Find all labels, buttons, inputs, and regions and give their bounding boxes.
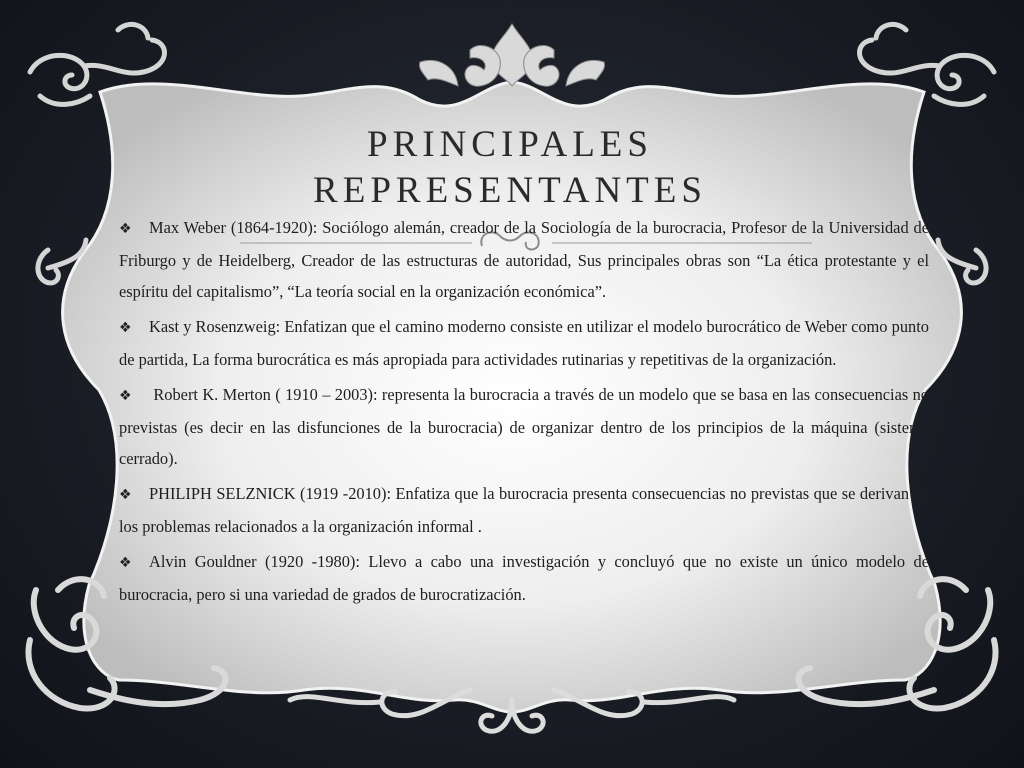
- slide-title: [150, 122, 870, 214]
- list-item-text: Robert K. Merton ( 1910 – 2003): representa la burocracia a través de un modelo que se basa en las consecuencias no previstas (es decir en las disfunciones de la burocracia) de organizar dentro de los principios de la máquina (sistema cerrado).: [119, 385, 929, 468]
- diamond-bullet-icon: ❖: [119, 388, 132, 404]
- bullet-list: [119, 212, 929, 614]
- diamond-bullet-icon: ❖: [119, 555, 132, 571]
- title-line-2: REPRESENTANTES: [313, 170, 707, 211]
- diamond-bullet-icon: ❖: [119, 487, 132, 503]
- list-item: [119, 546, 929, 610]
- top-crest-ornament: [419, 24, 604, 86]
- title-line-1: PRINCIPALES: [367, 124, 653, 165]
- list-item-text: Alvin Gouldner (1920 -1980): Llevo a cabo una investigación y concluyó que no existe un único modelo de burocracia, pero si una variedad de grados de burocratización.: [119, 552, 929, 604]
- list-item: [119, 478, 929, 542]
- diamond-bullet-icon: ❖: [119, 320, 132, 336]
- list-item-text: PHILIPH SELZNICK (1919 -2010): Enfatiza que la burocracia presenta consecuencias no previstas que se derivan de los problemas relacionados a la organización informal .: [119, 484, 929, 536]
- diamond-bullet-icon: ❖: [119, 221, 132, 237]
- list-item: [119, 379, 929, 474]
- list-item-text: Kast y Rosenzweig: Enfatizan que el camino moderno consiste en utilizar el modelo burocrático de Weber como punto de partida, La forma burocrática es más apropiada para actividades rutinarias y repetitivas de la organización.: [119, 317, 929, 369]
- list-item: [119, 212, 929, 307]
- list-item-text: Max Weber (1864-1920): Sociólogo alemán, creador de la Sociología de la burocracia, Profesor de la Universidad de Friburgo y de Heidelberg, Creador de las estructuras de autoridad, Sus principales obras son “La ética protestante y el espíritu del capitalismo”, “La teoría social en la organización económica”.: [119, 218, 929, 301]
- list-item: [119, 311, 929, 375]
